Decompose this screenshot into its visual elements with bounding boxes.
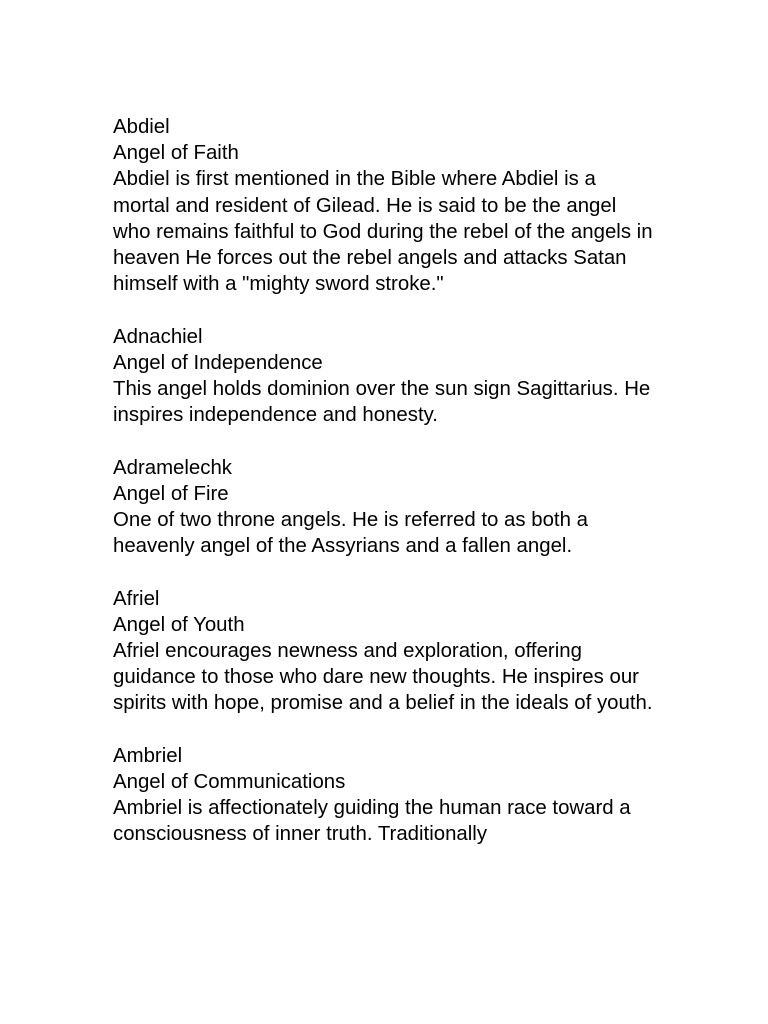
angel-description: One of two throne angels. He is referred to as both a heavenly angel of the Assyrians and a fallen angel.	[113, 509, 588, 558]
angel-entry-adramelechk	[113, 455, 658, 560]
angel-title: Angel of Fire	[113, 482, 229, 505]
angel-title: Angel of Communications	[113, 771, 346, 794]
angel-description: This angel holds dominion over the sun sign Sagittarius. He inspires independence and honesty.	[113, 378, 651, 427]
angel-description: Abdiel is first mentioned in the Bible where Abdiel is a mortal and resident of Gilead. He is said to be the angel who remains faithful to God during the rebel of the angels in heaven He forces out the rebel angels and attacks Satan himself with a "mighty sword stroke."	[113, 168, 653, 296]
angel-entry-ambriel	[113, 743, 658, 848]
angel-entry-afriel	[113, 586, 658, 717]
angel-name: Adnachiel	[113, 325, 203, 348]
angel-entry-abdiel	[113, 114, 658, 297]
angel-name: Abdiel	[113, 116, 170, 138]
angel-name: Ambriel	[113, 744, 183, 767]
document-content	[113, 114, 658, 874]
angel-name: Afriel	[113, 587, 160, 610]
angel-description: Ambriel is affectionately guiding the human race toward a consciousness of inner truth. Traditionally	[113, 797, 631, 846]
angel-title: Angel of Independence	[113, 351, 323, 374]
angel-title: Angel of Youth	[113, 613, 245, 636]
angel-title: Angel of Faith	[113, 142, 239, 165]
angel-name: Adramelechk	[113, 456, 232, 479]
angel-description: Afriel encourages newness and exploration, offering guidance to those who dare new thoughts. He inspires our spirits with hope, promise and a belief in the ideals of youth.	[113, 640, 653, 715]
angel-entry-adnachiel	[113, 324, 658, 429]
